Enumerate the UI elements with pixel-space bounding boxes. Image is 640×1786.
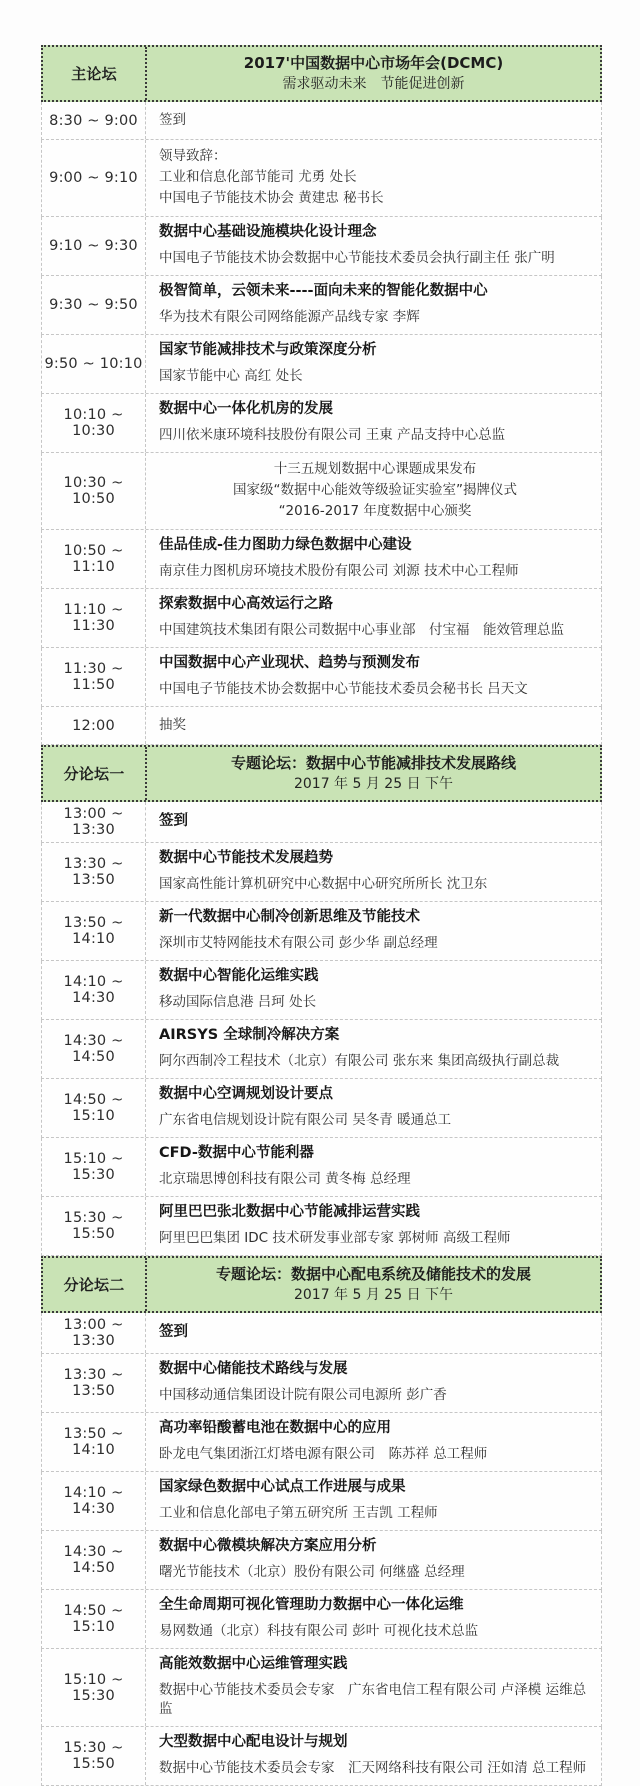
session-speaker: 移动国际信息港 吕珂 处长 <box>159 994 317 1010</box>
session-time: 11:30 ~ 11:50 <box>42 648 146 706</box>
session-content <box>146 276 601 334</box>
section-header-content <box>147 47 600 100</box>
session-content <box>146 843 601 901</box>
session-row <box>41 802 602 843</box>
session-time: 8:30 ~ 9:00 <box>42 102 146 139</box>
session-content <box>146 1354 601 1412</box>
session-row <box>41 453 602 530</box>
session-row <box>41 140 602 217</box>
session-speaker: 数据中心节能技术委员会专家 汇天网络科技有限公司 汪如清 总工程师 <box>159 1760 587 1776</box>
session-line: 国家级“数据中心能效等级验证实验室”揭牌仪式 <box>233 482 517 498</box>
session-speaker: 国家高性能计算机研究中心数据中心研究所所长 沈卫东 <box>159 876 488 892</box>
section-label: 主论坛 <box>43 47 147 100</box>
section-title: 专题论坛：数据中心节能减排技术发展路线 <box>230 754 516 772</box>
session-time: 13:30 ~ 13:50 <box>42 843 146 901</box>
session-title: 大型数据中心配电设计与规划 <box>159 1734 348 1750</box>
session-title: 探索数据中心高效运行之路 <box>159 596 333 612</box>
session-title: 高能效数据中心运维管理实践 <box>159 1656 348 1672</box>
session-speaker: 中国建筑技术集团有限公司数据中心事业部 付宝福 能效管理总监 <box>159 622 564 638</box>
session-row <box>41 648 602 707</box>
session-title: 数据中心基础设施模块化设计理念 <box>159 224 377 240</box>
session-speaker: 华为技术有限公司网络能源产品线专家 李辉 <box>159 309 420 325</box>
session-row <box>41 1472 602 1531</box>
session-time: 12:00 <box>42 707 146 744</box>
session-time: 9:00 ~ 9:10 <box>42 140 146 216</box>
session-row <box>41 707 602 745</box>
section-subtitle: 需求驱动未来 节能促进创新 <box>282 76 465 92</box>
session-time: 14:50 ~ 15:10 <box>42 1590 146 1648</box>
session-content <box>146 707 601 744</box>
session-row <box>41 1727 602 1786</box>
session-title: 数据中心空调规划设计要点 <box>159 1086 333 1102</box>
session-row <box>41 1354 602 1413</box>
session-content <box>146 1020 601 1078</box>
session-content <box>146 1590 601 1648</box>
session-content <box>146 1413 601 1471</box>
session-content <box>146 394 601 452</box>
session-title: 中国数据中心产业现状、趋势与预测发布 <box>159 655 420 671</box>
session-content <box>146 1138 601 1196</box>
session-content <box>146 1531 601 1589</box>
session-speaker: 阿里巴巴集团 IDC 技术研发事业部专家 郭树师 高级工程师 <box>159 1230 511 1246</box>
section-header-content <box>147 747 600 800</box>
session-time: 13:00 ~ 13:30 <box>42 802 146 842</box>
session-title: CFD-数据中心节能利器 <box>159 1145 314 1161</box>
session-line: 签到 <box>159 111 186 128</box>
session-content <box>146 1313 601 1353</box>
session-row <box>41 902 602 961</box>
session-title: 全生命周期可视化管理助力数据中心一体化运维 <box>159 1597 464 1613</box>
session-content <box>146 217 601 275</box>
session-time: 13:50 ~ 14:10 <box>42 902 146 960</box>
session-line: 十三五规划数据中心课题成果发布 <box>273 461 477 477</box>
session-title: 数据中心智能化运维实践 <box>159 968 319 984</box>
session-speaker: 国家节能中心 高红 处长 <box>159 368 303 384</box>
session-speaker: 阿尔西制冷工程技术（北京）有限公司 张东来 集团高级执行副总裁 <box>159 1053 560 1069</box>
session-speaker: 中国电子节能技术协会数据中心节能技术委员会执行副主任 张广明 <box>159 250 555 266</box>
session-row <box>41 1649 602 1727</box>
session-content <box>146 802 601 842</box>
section-subtitle: 2017 年 5 月 25 日 下午 <box>293 1287 454 1303</box>
session-time: 14:10 ~ 14:30 <box>42 1472 146 1530</box>
session-time: 10:50 ~ 11:10 <box>42 530 146 588</box>
session-line: 工业和信息化部节能司 尤勇 处长 <box>159 169 357 185</box>
session-speaker: 广东省电信规划设计院有限公司 吴冬青 暖通总工 <box>159 1112 452 1128</box>
session-title: 数据中心微模块解决方案应用分析 <box>159 1538 377 1554</box>
session-row <box>41 217 602 276</box>
section-title: 2017'中国数据中心市场年会(DCMC) <box>243 54 504 72</box>
session-row <box>41 961 602 1020</box>
session-speaker: 深圳市艾特网能技术有限公司 彭少华 副总经理 <box>159 935 438 951</box>
section-header-row <box>41 1256 602 1313</box>
session-title: 数据中心节能技术发展趋势 <box>159 850 333 866</box>
session-content <box>146 1649 601 1726</box>
section-label: 分论坛二 <box>43 1258 147 1311</box>
session-time: 15:30 ~ 15:50 <box>42 1197 146 1255</box>
session-line: “2016-2017 年度数据中心颁奖 <box>278 503 472 519</box>
session-speaker: 北京瑞思博创科技有限公司 黄冬梅 总经理 <box>159 1171 411 1187</box>
session-speaker: 中国移动通信集团设计院有限公司电源所 彭广香 <box>159 1387 447 1403</box>
session-content <box>146 961 601 1019</box>
session-time: 13:00 ~ 13:30 <box>42 1313 146 1353</box>
session-time: 9:50 ~ 10:10 <box>42 335 146 393</box>
session-time: 10:10 ~ 10:30 <box>42 394 146 452</box>
session-row <box>41 1020 602 1079</box>
session-time: 14:50 ~ 15:10 <box>42 1079 146 1137</box>
session-content <box>146 589 601 647</box>
session-content <box>146 530 601 588</box>
session-row <box>41 1079 602 1138</box>
schedule-table <box>41 45 602 1786</box>
session-row <box>41 589 602 648</box>
session-speaker: 工业和信息化部电子第五研究所 王吉凯 工程师 <box>159 1505 438 1521</box>
session-time: 14:30 ~ 14:50 <box>42 1020 146 1078</box>
session-title: 数据中心一体化机房的发展 <box>159 401 333 417</box>
session-title: AIRSYS 全球制冷解决方案 <box>159 1027 340 1043</box>
section-header-row <box>41 45 602 102</box>
session-row <box>41 102 602 140</box>
session-time: 15:10 ~ 15:30 <box>42 1649 146 1726</box>
section-header-row <box>41 745 602 802</box>
session-line: 抽奖 <box>159 716 186 733</box>
session-title: 佳品佳成-佳力图助力绿色数据中心建设 <box>159 537 412 553</box>
session-time: 13:30 ~ 13:50 <box>42 1354 146 1412</box>
session-content <box>146 902 601 960</box>
session-row <box>41 394 602 453</box>
session-content <box>146 648 601 706</box>
session-title: 国家绿色数据中心试点工作进展与成果 <box>159 1479 406 1495</box>
session-time: 14:10 ~ 14:30 <box>42 961 146 1019</box>
session-row <box>41 335 602 394</box>
session-row <box>41 1413 602 1472</box>
section-label: 分论坛一 <box>43 747 147 800</box>
session-time: 14:30 ~ 14:50 <box>42 1531 146 1589</box>
session-row <box>41 1313 602 1354</box>
session-speaker: 中国电子节能技术协会数据中心节能技术委员会秘书长 吕天文 <box>159 681 528 697</box>
session-line: 领导致辞： <box>159 148 227 164</box>
session-row <box>41 276 602 335</box>
session-title: 签到 <box>159 813 188 829</box>
session-content <box>146 140 601 216</box>
session-content <box>146 1727 601 1785</box>
session-row <box>41 1590 602 1649</box>
session-row <box>41 843 602 902</box>
session-content <box>146 1079 601 1137</box>
session-speaker: 易网数通（北京）科技有限公司 彭叶 可视化技术总监 <box>159 1623 479 1639</box>
session-speaker: 四川依米康环境科技股份有限公司 王東 产品支持中心总监 <box>159 427 506 443</box>
session-title: 极智简单，云领未来----面向未来的智能化数据中心 <box>159 283 488 299</box>
session-title: 国家节能减排技术与政策深度分析 <box>159 342 377 358</box>
session-speaker: 卧龙电气集团浙江灯塔电源有限公司 陈苏祥 总工程师 <box>159 1446 488 1462</box>
session-speaker: 曙光节能技术（北京）股份有限公司 何继盛 总经理 <box>159 1564 465 1580</box>
session-title: 高功率铅酸蓄电池在数据中心的应用 <box>159 1420 391 1436</box>
section-header-content <box>147 1258 600 1311</box>
session-content <box>146 1197 601 1255</box>
session-time: 11:10 ~ 11:30 <box>42 589 146 647</box>
session-time: 10:30 ~ 10:50 <box>42 453 146 529</box>
session-row <box>41 1138 602 1197</box>
section-subtitle: 2017 年 5 月 25 日 下午 <box>293 776 454 792</box>
session-row <box>41 530 602 589</box>
session-line: 中国电子节能技术协会 黄建忠 秘书长 <box>159 190 384 206</box>
session-speaker: 南京佳力图机房环境技术股份有限公司 刘源 技术中心工程师 <box>159 563 519 579</box>
session-time: 15:30 ~ 15:50 <box>42 1727 146 1785</box>
session-title: 签到 <box>159 1324 188 1340</box>
session-content <box>146 102 601 139</box>
session-time: 9:30 ~ 9:50 <box>42 276 146 334</box>
session-speaker: 数据中心节能技术委员会专家 广东省电信工程有限公司 卢泽模 运维总监 <box>159 1682 587 1717</box>
session-time: 9:10 ~ 9:30 <box>42 217 146 275</box>
session-content <box>146 335 601 393</box>
session-time: 15:10 ~ 15:30 <box>42 1138 146 1196</box>
session-title: 阿里巴巴张北数据中心节能减排运营实践 <box>159 1204 420 1220</box>
session-time: 13:50 ~ 14:10 <box>42 1413 146 1471</box>
session-content <box>146 453 601 529</box>
session-title: 新一代数据中心制冷创新思维及节能技术 <box>159 909 420 925</box>
session-title: 数据中心储能技术路线与发展 <box>159 1361 348 1377</box>
session-content <box>146 1472 601 1530</box>
session-row <box>41 1531 602 1590</box>
session-row <box>41 1197 602 1256</box>
section-title: 专题论坛：数据中心配电系统及储能技术的发展 <box>215 1265 531 1283</box>
